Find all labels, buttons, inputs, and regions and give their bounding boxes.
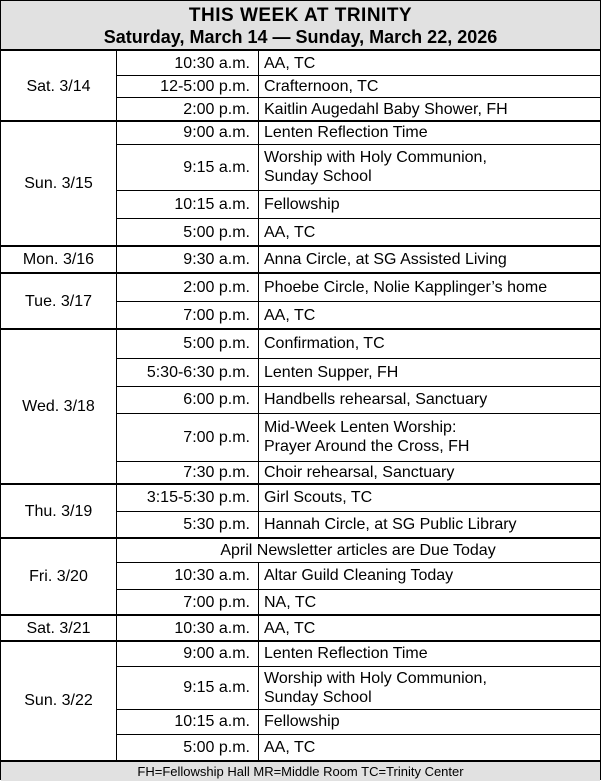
event-name-text: AA, TC xyxy=(264,223,316,241)
grid-line xyxy=(116,589,600,590)
grid-line xyxy=(116,709,600,710)
event-name xyxy=(258,641,600,666)
event-name xyxy=(258,190,600,218)
event-time xyxy=(116,641,258,666)
event-time xyxy=(116,329,258,358)
grid-line xyxy=(116,121,117,246)
event-name xyxy=(258,329,600,358)
event-name-text: AA, TC xyxy=(264,738,316,756)
event-time xyxy=(116,190,258,218)
event-time-text: 9:00 a.m. xyxy=(183,124,250,141)
event-name-text: Lenten Supper, FH xyxy=(264,363,399,381)
event-name-text: AA, TC xyxy=(264,306,316,324)
event-name xyxy=(258,144,600,190)
day-label xyxy=(1,121,116,246)
day-label-text: Sun. 3/22 xyxy=(24,692,93,709)
event-time-text: 7:00 p.m. xyxy=(183,593,250,611)
event-time-text: 6:00 p.m. xyxy=(183,391,250,408)
schedule-title: THIS WEEK AT TRINITY xyxy=(188,5,413,26)
event-name-text: Phoebe Circle, Nolie Kapplinger’s home xyxy=(264,278,548,296)
event-name-text: AA, TC xyxy=(264,54,316,72)
event-name xyxy=(258,75,600,97)
event-name-text: Worship with Holy Communion, Sunday School xyxy=(264,669,487,706)
event-name xyxy=(258,615,600,641)
grid-line xyxy=(116,190,600,191)
grid-line xyxy=(258,273,259,329)
grid-line xyxy=(116,51,117,121)
day-label-text: Tue. 3/17 xyxy=(24,292,92,310)
grid-line xyxy=(116,358,600,359)
grid-line xyxy=(116,97,600,98)
event-name xyxy=(258,246,600,273)
grid-line xyxy=(116,734,600,735)
event-name xyxy=(258,562,600,589)
grid-line xyxy=(258,484,259,538)
event-time xyxy=(116,301,258,329)
day-label-text: Thu. 3/19 xyxy=(24,502,93,520)
event-name-text: Fellowship xyxy=(264,713,340,730)
grid-line xyxy=(116,484,117,538)
event-name-text: Confirmation, TC xyxy=(264,335,385,352)
grid-line xyxy=(258,562,259,615)
event-time-text: 10:30 a.m. xyxy=(174,619,250,637)
grid-line xyxy=(258,329,259,484)
event-time-text: 5:30-6:30 p.m. xyxy=(146,363,250,381)
event-name xyxy=(258,589,600,615)
event-name-text: Lenten Reflection Time xyxy=(264,124,428,141)
event-name-text: Girl Scouts, TC xyxy=(264,489,373,506)
event-time xyxy=(116,734,258,760)
event-name xyxy=(258,386,600,413)
day-label-text: Wed. 3/18 xyxy=(22,398,95,415)
day-label-text: Fri. 3/20 xyxy=(29,568,88,585)
grid-line xyxy=(116,511,600,512)
event-name xyxy=(258,121,600,144)
event-name xyxy=(258,273,600,301)
grid-line xyxy=(116,301,600,302)
grid-line xyxy=(116,538,117,562)
event-name xyxy=(258,461,600,484)
event-time xyxy=(116,246,258,273)
event-time-text: 5:00 p.m. xyxy=(183,738,250,756)
event-name-text: Hannah Circle, at SG Public Library xyxy=(264,516,517,533)
event-time xyxy=(116,386,258,413)
event-time-text: 12-5:00 p.m. xyxy=(160,77,250,95)
grid-line xyxy=(116,246,117,273)
legend-footer: FH=Fellowship Hall MR=Middle Room TC=Trinity Center xyxy=(1,760,600,781)
day-note xyxy=(116,538,600,562)
grid-line xyxy=(1,272,600,274)
event-name xyxy=(258,218,600,246)
event-name-text: Handbells rehearsal, Sanctuary xyxy=(264,391,488,408)
event-time-text: 10:15 a.m. xyxy=(174,195,250,213)
day-label xyxy=(1,538,116,615)
event-time xyxy=(116,484,258,511)
event-time-text: 7:30 p.m. xyxy=(183,464,250,481)
grid-line xyxy=(1,537,600,539)
event-time xyxy=(116,413,258,461)
schedule-date-range: Saturday, March 14 — Sunday, March 22, 2026 xyxy=(103,27,498,47)
grid-line xyxy=(116,562,117,615)
day-label-text: Sun. 3/15 xyxy=(24,175,93,192)
schedule-header xyxy=(1,1,600,51)
event-name xyxy=(258,734,600,760)
event-name xyxy=(258,413,600,461)
event-time-text: 9:15 a.m. xyxy=(183,158,250,176)
event-name xyxy=(258,301,600,329)
event-name-text: AA, TC xyxy=(264,619,316,637)
day-label-text: Sat. 3/21 xyxy=(26,619,91,637)
event-time xyxy=(116,562,258,589)
event-time-text: 7:00 p.m. xyxy=(183,306,250,324)
grid-line xyxy=(258,615,259,641)
event-time xyxy=(116,589,258,615)
grid-line xyxy=(116,461,600,462)
event-name-text: Altar Guild Cleaning Today xyxy=(264,567,454,584)
grid-line xyxy=(1,614,600,616)
event-time-text: 9:30 a.m. xyxy=(183,251,250,268)
event-time-text: 2:00 p.m. xyxy=(183,100,250,118)
event-name xyxy=(258,709,600,734)
day-label xyxy=(1,273,116,329)
day-label xyxy=(1,329,116,484)
event-time-text: 5:30 p.m. xyxy=(183,516,250,533)
day-label xyxy=(1,641,116,760)
event-time xyxy=(116,709,258,734)
event-time-text: 9:00 a.m. xyxy=(183,645,250,662)
grid-line xyxy=(1,640,600,642)
event-name-text: Anna Circle, at SG Assisted Living xyxy=(264,251,507,268)
event-time-text: 7:00 p.m. xyxy=(183,428,250,446)
grid-line xyxy=(116,218,600,219)
grid-line xyxy=(116,666,600,667)
event-name-text: Choir rehearsal, Sanctuary xyxy=(264,464,455,481)
grid-line xyxy=(1,483,600,485)
day-label xyxy=(1,484,116,538)
grid-line xyxy=(1,120,600,122)
event-time-text: 5:00 p.m. xyxy=(183,335,250,352)
grid-line xyxy=(116,75,600,76)
event-time-text: 10:15 a.m. xyxy=(174,713,250,730)
event-time xyxy=(116,121,258,144)
event-time xyxy=(116,666,258,709)
day-label xyxy=(1,615,116,641)
event-name xyxy=(258,51,600,75)
day-label-text: Sat. 3/14 xyxy=(26,77,91,95)
event-time xyxy=(116,511,258,538)
day-label-text: Mon. 3/16 xyxy=(22,251,95,268)
grid-line xyxy=(116,144,600,145)
event-name-text: NA, TC xyxy=(264,593,317,611)
event-time-text: 5:00 p.m. xyxy=(183,223,250,241)
day-label xyxy=(1,51,116,121)
event-name xyxy=(258,511,600,538)
event-time-text: 10:30 a.m. xyxy=(174,567,250,584)
event-time xyxy=(116,218,258,246)
event-name-text: Mid-Week Lenten Worship: Prayer Around the Cross, FH xyxy=(264,419,470,455)
event-name-text: Worship with Holy Communion, Sunday School xyxy=(264,149,487,185)
event-time-text: 10:30 a.m. xyxy=(174,54,250,72)
grid-line xyxy=(1,328,600,330)
event-time-text: 9:15 a.m. xyxy=(183,679,250,696)
grid-line xyxy=(258,121,259,246)
event-time xyxy=(116,51,258,75)
event-name-text: Fellowship xyxy=(264,195,340,213)
event-name-text: Crafternoon, TC xyxy=(264,77,379,95)
grid-line xyxy=(116,641,117,760)
event-name xyxy=(258,97,600,121)
grid-line xyxy=(116,615,117,641)
event-time xyxy=(116,144,258,190)
event-time xyxy=(116,97,258,121)
grid-line xyxy=(1,245,600,247)
event-name-text: Kaitlin Augedahl Baby Shower, FH xyxy=(264,100,508,118)
event-name xyxy=(258,666,600,709)
event-time xyxy=(116,75,258,97)
grid-line xyxy=(116,386,600,387)
event-time-text: 3:15-5:30 p.m. xyxy=(146,489,250,506)
event-name xyxy=(258,358,600,386)
event-name xyxy=(258,484,600,511)
grid-line xyxy=(258,641,259,760)
grid-line xyxy=(258,246,259,273)
event-time xyxy=(116,461,258,484)
grid-line xyxy=(258,51,259,121)
day-note-text: April Newsletter articles are Due Today xyxy=(220,541,496,559)
event-time-text: 2:00 p.m. xyxy=(183,278,250,296)
grid-line xyxy=(116,329,117,484)
grid-line xyxy=(116,413,600,414)
grid-line xyxy=(116,273,117,329)
event-name-text: Lenten Reflection Time xyxy=(264,645,428,662)
event-time xyxy=(116,358,258,386)
day-label xyxy=(1,246,116,273)
event-time xyxy=(116,273,258,301)
event-time xyxy=(116,615,258,641)
